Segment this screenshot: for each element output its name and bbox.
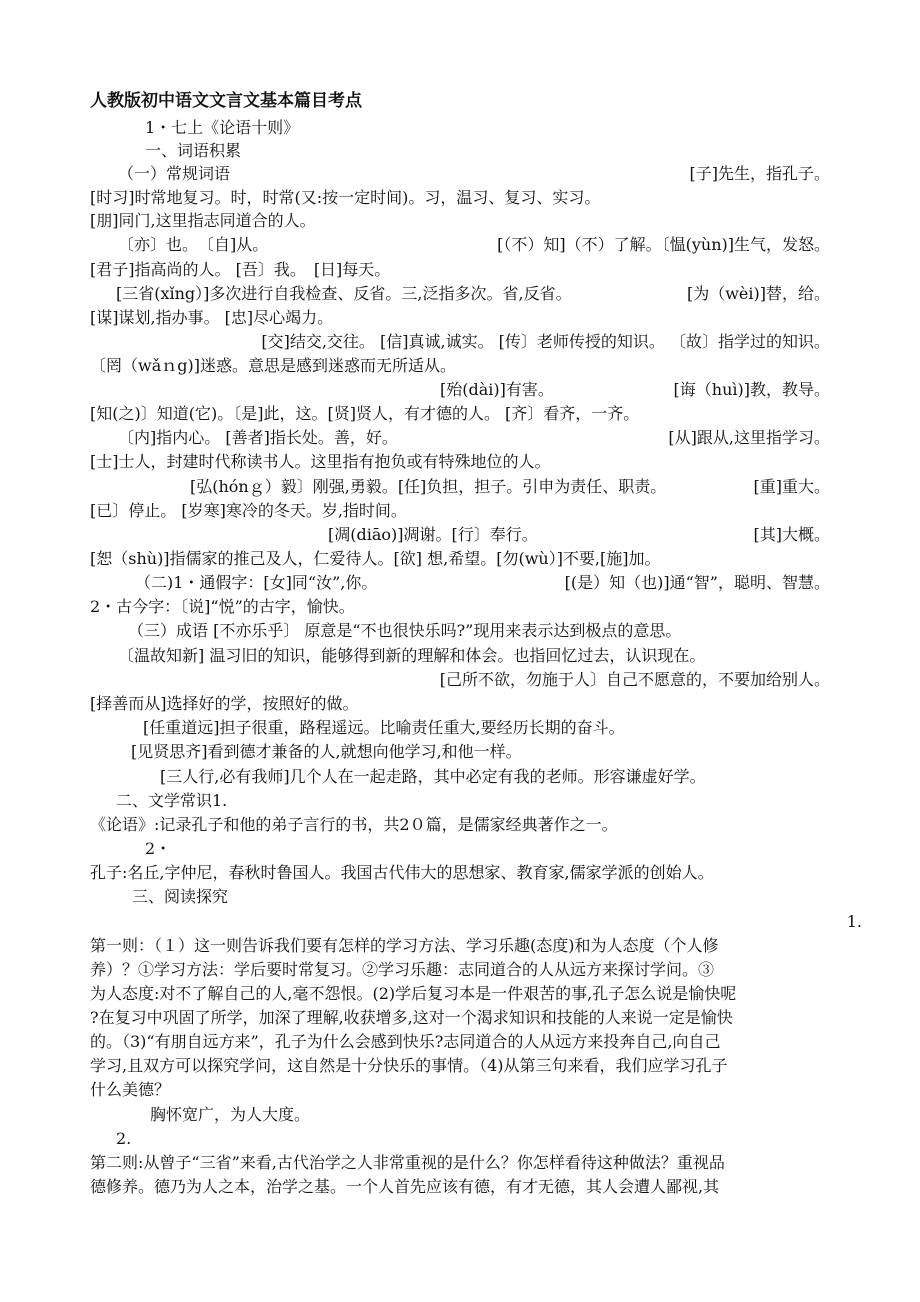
text-line: 〔亦〕也。 〔自]从。	[118, 235, 269, 254]
text-line: 第二则:从曾子“三省”来看,古代治学之人非常重视的是什么？你怎样看待这种做法？重视品	[90, 1153, 725, 1172]
text-line: [凋(diāo)]凋谢。[行〕奉行。	[328, 525, 538, 544]
text-line: [弘(hónｇ）毅〕刚强,勇毅。[任]负担，担子。引申为责任、职责。	[190, 477, 667, 496]
section-heading: 三、阅读探究	[132, 887, 229, 906]
text-line: [时习]时常地复习。时，时常(又:按一定时间)。习，温习、复习、实习。	[90, 188, 601, 207]
section-heading: 1・七上《论语十则》	[145, 118, 300, 137]
text-line: [三人行,必有我师]几个人在一起走路，其中必定有我的老师。形容谦虚好学。	[160, 767, 706, 786]
section-heading: 一、词语积累	[145, 141, 242, 160]
section-heading: 二、文学常识1.	[116, 791, 228, 810]
text-line: 的。（3)“有朋自远方来”，孔子为什么会感到快乐?志同道合的人从远方来投奔自己,向自己	[90, 1032, 721, 1051]
text-line: [知(之)〕知道(它)。〔是]此，这。[贤]贤人，有才德的人。 [齐〕看齐，一齐。	[90, 404, 640, 423]
text-line: 1.	[846, 912, 862, 931]
text-line: （三）成语 [不亦乐乎〕 原意是“不也很快乐吗?”现用来表示达到极点的意思。	[128, 621, 682, 640]
text-line: [重]重大。	[753, 477, 830, 496]
text-line: 学习,且双方可以探究学问，这自然是十分快乐的事情。（4)从第三句来看，我们应学习孔子	[90, 1056, 728, 1075]
text-line: 养）？①学习方法：学后要时常复习。②学习乐趣：志同道合的人从远方来探讨学问。③	[90, 960, 715, 979]
text-line: ?在复习中巩固了所学，加深了理解,收获增多,这对一个渴求知识和技能的人来说一定是愉快	[90, 1008, 733, 1027]
text-line: [恕（shù)]指儒家的推己及人，仁爱待人。[欲] 想,希望。[勿(wù）]不要,[施]加。	[90, 549, 661, 568]
text-line: [己所不欲，勿施于人〕自己不愿意的，不要加给别人。	[439, 670, 830, 689]
text-line: [任重道远]担子很重，路程遥远。比喻责任重大,要经历长期的奋斗。	[143, 718, 625, 737]
text-line: [诲（huì)]教，教导。	[673, 380, 830, 399]
text-line: 〔温故知新] 温习旧的知识，能够得到新的理解和体会。也指回忆过去，认识现在。	[118, 646, 706, 665]
text-line: [朋]同门,这里指志同道合的人。	[90, 211, 316, 230]
text-line: （二)1・通假字：[女]同“汝”,你。	[135, 573, 378, 592]
document-title: 人教版初中语文文言文基本篇目考点	[90, 91, 362, 111]
text-line: 什么美德？	[90, 1080, 171, 1099]
text-line: 第一则：（１）这一则告诉我们要有怎样的学习方法、学习乐趣(态度)和为人态度（个人修	[90, 936, 719, 955]
text-line: [见贤思齐]看到德才兼备的人,就想向他学习,和他一样。	[131, 742, 522, 761]
text-line: [君子]指高尚的人。 [吾〕我。 [日]每天。	[90, 260, 391, 279]
text-line: 为人态度:对不了解自己的人,毫不怨恨。(2)学后复习本是一件艰苦的事,孔子怎么说是愉快呢	[90, 984, 737, 1003]
text-line: [已〕停止。 [岁寒]寒冷的冬天。岁,指时间。	[90, 501, 407, 520]
text-line: 〔罔（wǎｎg)]迷惑。意思是感到迷惑而无所适从。	[90, 356, 456, 375]
text-line: 胸怀宽广，为人大度。	[150, 1105, 311, 1124]
text-line: 2.	[116, 1129, 132, 1148]
text-line: [(是）知（也)]通“智”，聪明、智慧。	[564, 573, 830, 592]
subsection-heading: （一）常规词语	[118, 164, 231, 183]
text-line: 〔内]指内心。 [善者]指长处。善，好。	[118, 428, 398, 447]
text-line: 2・	[145, 839, 172, 858]
text-line: [子]先生，指孔子。	[689, 164, 830, 183]
text-line: [为（wèi)]替，给。	[686, 284, 830, 303]
text-line: 德修养。德乃为人之本，治学之基。一个人首先应该有德，有才无德，其人会遭人鄙视,其	[90, 1177, 720, 1196]
text-line: 《论语》:记录孔子和他的弟子言行的书，共2０篇，是儒家经典著作之一。	[90, 815, 618, 834]
text-line: [殆(dài)]有害。	[440, 380, 554, 399]
text-line: [三省(xǐng）]多次进行自我检查、反省。三,泛指多次。省,反省。	[116, 284, 572, 303]
text-line: 2・古今字：〔说]“悦”的古字，愉快。	[90, 597, 355, 616]
text-line: [其]大概。	[753, 525, 830, 544]
text-line: [谋]谋划,指办事。 [忠]尽心竭力。	[90, 308, 334, 327]
text-line: [从]跟从,这里指学习。	[668, 428, 830, 447]
text-line: [（不）知]（不）了解。〔愠(yùn)]生气，发怒。	[497, 235, 830, 254]
text-line: 孔子:名丘,字仲尼，春秋时鲁国人。我国古代伟大的思想家、教育家,儒家学派的创始人。	[90, 863, 714, 882]
text-line: [择善而从]选择好的学，按照好的做。	[90, 694, 359, 713]
text-line: [士]士人，封建时代称读书人。这里指有抱负或有特殊地位的人。	[90, 452, 551, 471]
text-line: [交]结交,交往。 [信]真诚,诚实。 [传〕老师传授的知识。 〔故〕指学过的知识。	[261, 332, 830, 351]
